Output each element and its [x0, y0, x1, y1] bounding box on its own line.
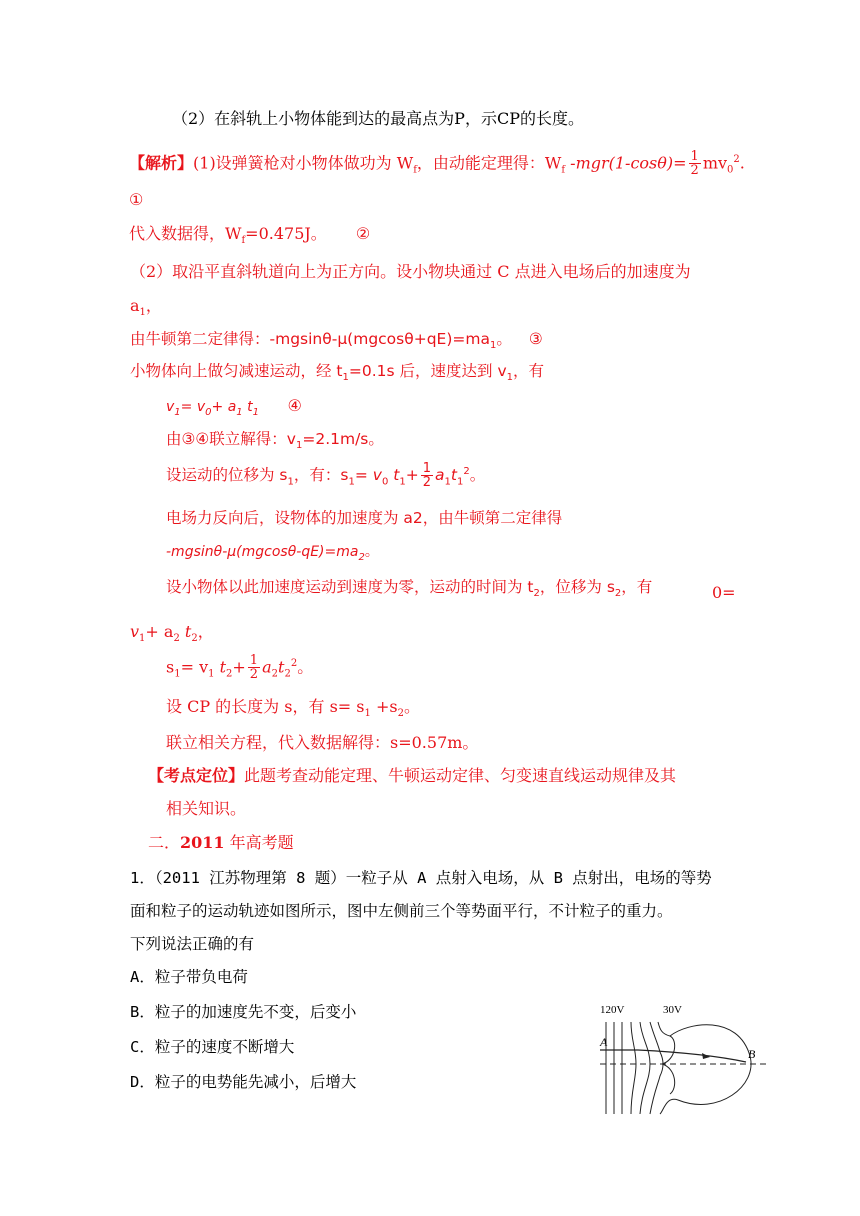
decel-text: ，有 — [513, 362, 545, 380]
period: . — [739, 153, 745, 173]
eq2-mark: ② — [355, 224, 371, 243]
subscript: 1 — [489, 340, 497, 352]
fraction-half: $\frac{1}{2}$ — [422, 461, 431, 491]
result-line: 联立相关方程，代入数据解得：s=0.57m。 — [166, 733, 479, 752]
decel-text: 小物体向上做匀减速运动，经 t — [130, 362, 343, 380]
zero-eq: 0= — [712, 583, 736, 602]
equipotential-lines — [606, 1022, 751, 1114]
label-b: B — [748, 1047, 756, 1061]
equipotential-figure — [598, 1000, 773, 1122]
period: 。 — [496, 330, 512, 348]
subscript: 1 — [342, 372, 349, 384]
subscript: f — [241, 235, 246, 247]
label-30v: 30V — [663, 1004, 682, 1016]
subscript: f — [413, 164, 417, 176]
option-b: B．粒子的加速度先不变，后变小 — [130, 1003, 357, 1021]
analysis-tag: 【解析】 — [129, 153, 194, 173]
newton2-line: $-mgsin\theta-\mu(mgcos\theta-qE)=ma_2$。 — [166, 544, 379, 563]
option-d: D．粒子的电势能先减小，后增大 — [130, 1073, 357, 1091]
newton1-line — [130, 329, 543, 356]
stop-line: 设小物体以此加速度运动到速度为零，运动的时间为 $t_2$，位移为 $s_2$，有 — [166, 578, 653, 600]
kaodian-tag: 【考点定位】 — [148, 766, 245, 785]
q2-prompt: （2）在斜轨上小物体能到达的最高点为P，示CP的长度。 — [172, 109, 584, 128]
eq1-mark: ① — [129, 190, 144, 209]
direction-line: （2）取沿平直斜轨道向上为正方向。设小物块通过 C 点进入电场后的加速度为 — [130, 262, 691, 281]
a1-line: $a_1$， — [130, 296, 162, 319]
analysis-text: mv — [702, 153, 728, 173]
option-c: C．粒子的速度不断增大 — [130, 1038, 295, 1056]
option-a: A．粒子带负电荷 — [130, 968, 248, 986]
v1-a2-line: $v_1+ a_2$ $t_2$， — [130, 622, 214, 645]
reverse-line: 电场力反向后，设物体的加速度为 a2，由牛顿第二定律得 — [166, 509, 563, 527]
analysis-line-1 — [129, 149, 745, 179]
fraction-half: $\frac{1}{2}$ — [249, 653, 259, 683]
fraction-half: $\frac{1}{2}$ — [690, 149, 699, 179]
section-title: 二．2011 年高考题 — [148, 833, 294, 852]
s1-line: $s_1= v_1$ $t_2+$ $\frac{1}{2}$ $a_2t_2^2$。 — [166, 653, 314, 683]
kaodian-line-2: 相关知识。 — [166, 799, 247, 818]
subscript: f — [561, 164, 566, 176]
kaodian-text: 此题考查动能定理、牛顿运动定律、匀变速直线运动规律及其 — [244, 766, 677, 785]
subscript: 0 — [727, 164, 734, 176]
displacement-line: 设运动的位移为 $s_1$，有：$s_1= v_0$ $t_1+$ $\frac{1}{2}$ $a_1t_1^2$。 — [166, 461, 486, 491]
eq3-mark: ③ — [528, 330, 543, 348]
solve-line: 由③④联立解得：$v_1=2.1m/s$。 — [166, 430, 384, 452]
eq4-mark: ④ — [287, 396, 302, 415]
label-a: A — [600, 1035, 608, 1049]
subscript: 1 — [139, 307, 146, 319]
work-value: =0.475J。 — [245, 224, 327, 243]
subscript: 1 — [506, 372, 514, 384]
decel-text: =0.1s 后，速度达到 v — [348, 362, 507, 380]
analysis-text: ，由动能定理得：W — [416, 153, 562, 173]
q1-line-3: 下列说法正确的有 — [130, 935, 255, 953]
q1-line-1: 1．（2011 江苏物理第 8 题）一粒子从 A 点射入电场，从 B 点射出，电场的等势 — [130, 869, 712, 887]
v1-line: $v_1= v_0+ a_1$ $t_1$ ④ — [166, 396, 302, 418]
label-120v: 120V — [600, 1004, 625, 1016]
work-line — [129, 224, 370, 251]
superscript: 2 — [733, 154, 740, 165]
a-text: a — [130, 296, 140, 315]
analysis-text: (1)设弹簧枪对小物体做功为 W — [193, 153, 414, 173]
work-text: 代入数据得，W — [129, 224, 242, 243]
newton1-text: 由牛顿第二定律得：-mgsinθ-μ(mgcosθ+qE)=ma — [130, 330, 490, 348]
kaodian-line — [148, 766, 676, 786]
q1-line-2: 面和粒子的运动轨迹如图所示，图中左侧前三个等势面平行，不计粒子的重力。 — [130, 902, 673, 920]
decel-line — [130, 361, 544, 388]
analysis-expr: -mgr(1-cosθ)= — [565, 153, 687, 173]
cp-line: 设 CP 的长度为 s，有 $s= s_1 +s_2$。 — [166, 697, 420, 720]
